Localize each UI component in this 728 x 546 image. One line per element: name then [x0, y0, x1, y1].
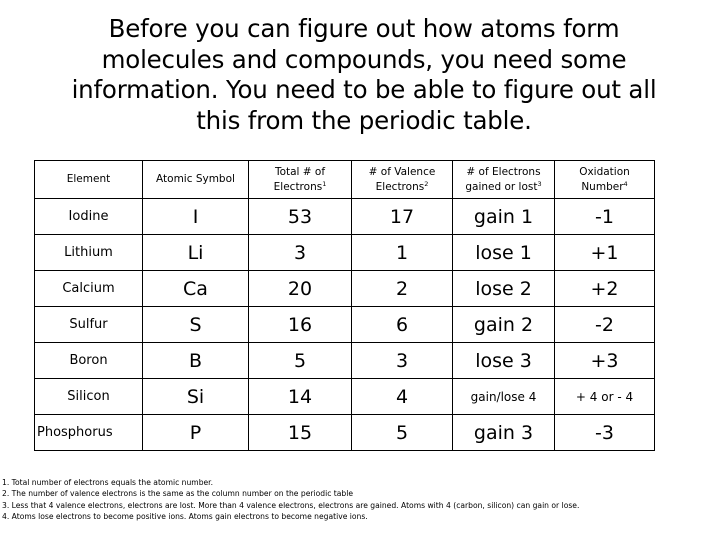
cell-symbol: I — [143, 199, 249, 235]
page-title — [20, 14, 708, 136]
cell-gained: gain 2 — [453, 307, 555, 343]
cell-symbol: S — [143, 307, 249, 343]
table-row — [35, 235, 655, 271]
cell-total: 16 — [249, 307, 352, 343]
cell-valence: 1 — [352, 235, 453, 271]
cell-valence: 2 — [352, 271, 453, 307]
cell-gained: gain 3 — [453, 415, 555, 451]
title-line-4: this from the periodic table. — [196, 105, 532, 135]
cell-total: 3 — [249, 235, 352, 271]
header-symbol: Atomic Symbol — [143, 161, 249, 199]
cell-gained: lose 3 — [453, 343, 555, 379]
cell-gained: gain/lose 4 — [453, 379, 555, 415]
cell-oxidation: +3 — [555, 343, 655, 379]
title-line-1: Before you can figure out how atoms form — [108, 14, 620, 43]
cell-valence: 17 — [352, 199, 453, 235]
cell-oxidation: +2 — [555, 271, 655, 307]
title-line-2: molecules and compounds, you need some — [101, 44, 627, 74]
footnote-4: 4. Atoms lose electrons to become positive ions. Atoms gain electrons to become negative ions. — [2, 512, 368, 522]
footnote-2: 2. The number of valence electrons is the same as the column number on the periodic table — [2, 489, 354, 499]
cell-symbol: Li — [143, 235, 249, 271]
header-total-electrons: Total # of Electrons$^1$ — [249, 161, 352, 199]
footnote-1: 1. Total number of electrons equals the atomic number. — [2, 478, 214, 487]
cell-element: Lithium — [35, 235, 143, 271]
table-row — [35, 415, 655, 451]
cell-element: Calcium — [35, 271, 143, 307]
table-header-row — [35, 161, 655, 199]
table-row — [35, 307, 655, 343]
cell-oxidation: -1 — [555, 199, 655, 235]
cell-total: 53 — [249, 199, 352, 235]
cell-oxidation: -2 — [555, 307, 655, 343]
cell-symbol: B — [143, 343, 249, 379]
cell-gained: lose 1 — [453, 235, 555, 271]
cell-valence: 5 — [352, 415, 453, 451]
cell-oxidation: -3 — [555, 415, 655, 451]
periodic-info-table — [34, 160, 655, 451]
cell-element: Boron — [35, 343, 143, 379]
cell-oxidation: + 4 or - 4 — [555, 379, 655, 415]
cell-oxidation: +1 — [555, 235, 655, 271]
header-oxidation-number: Oxidation Number$^4$ — [555, 161, 655, 199]
cell-gained: lose 2 — [453, 271, 555, 307]
title-line-3: information. You need to be able to figure out all — [71, 75, 657, 104]
table-row — [35, 199, 655, 235]
cell-valence: 6 — [352, 307, 453, 343]
table-row — [35, 343, 655, 379]
cell-element: Iodine — [35, 199, 143, 235]
cell-valence: 4 — [352, 379, 453, 415]
header-valence-electrons: # of Valence Electrons$^2$ — [352, 161, 453, 199]
cell-total: 14 — [249, 379, 352, 415]
cell-symbol: Ca — [143, 271, 249, 307]
table-row — [35, 379, 655, 415]
footnote-ref-4: 4 — [623, 179, 628, 188]
cell-gained: gain 1 — [453, 199, 555, 235]
cell-symbol: Si — [143, 379, 249, 415]
cell-total: 20 — [249, 271, 352, 307]
header-element: Element — [35, 161, 143, 199]
cell-element: Sulfur — [35, 307, 143, 343]
footnote-3: 3. Less that 4 valence electrons, electrons are lost. More than 4 valence electrons, electrons are gained. Atoms with 4 (carbon, silicon) can gain or lose. — [2, 500, 580, 510]
cell-symbol: P — [143, 415, 249, 451]
footnotes — [2, 477, 726, 523]
table-row — [35, 271, 655, 307]
footnote-ref-2: 2 — [424, 179, 429, 188]
cell-element: Phosphorus — [35, 415, 143, 451]
cell-total: 5 — [249, 343, 352, 379]
footnote-ref-1: 1 — [322, 179, 327, 188]
footnote-ref-3: 3 — [537, 179, 542, 188]
header-gained-lost: # of Electrons gained or lost$^3$ — [453, 161, 555, 199]
cell-element: Silicon — [35, 379, 143, 415]
cell-total: 15 — [249, 415, 352, 451]
cell-valence: 3 — [352, 343, 453, 379]
